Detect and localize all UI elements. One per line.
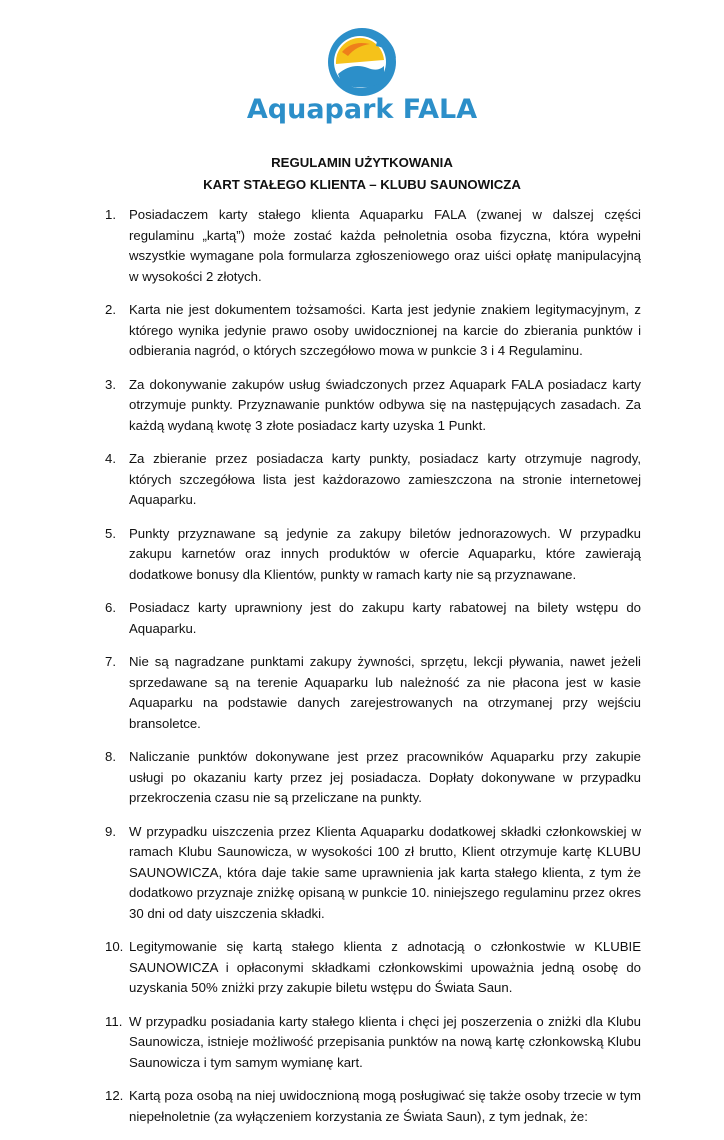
rule-number: 1. <box>105 207 116 222</box>
rules-list <box>105 205 641 1140</box>
title-line-2: KART STAŁEGO KLIENTA – KLUBU SAUNOWICZA <box>203 177 521 192</box>
document-title <box>0 152 724 196</box>
rule-number: 8. <box>105 749 116 764</box>
rule-text: Punkty przyznawane są jedynie za zakupy biletów jednorazowych. W przypadku zakupu karnetów oraz innych produktów w ofercie Aquaparku, które zawierają dodatkowe bonusy dla Klientów, punkty w ramach karty nie są przyznawane. <box>129 525 641 582</box>
rule-item <box>105 598 641 639</box>
rule-text: Za zbieranie przez posiadacza karty punkty, posiadacz karty otrzymuje nagrody, których szczegółowa lista jest każdorazowo zamieszczona na stronie internetowej Aquaparku. <box>129 451 641 507</box>
rule-item <box>105 652 641 734</box>
brand-name: Aquapark FALA <box>246 94 478 125</box>
rule-item <box>105 205 641 287</box>
rule-item <box>105 1086 641 1127</box>
rule-number: 12. <box>105 1088 124 1103</box>
rule-number: 11. <box>105 1013 123 1029</box>
rule-text: Posiadacz karty uprawniony jest do zakupu karty rabatowej na bilety wstępu do Aquaparku. <box>129 600 641 636</box>
rule-item <box>105 1012 641 1074</box>
rule-number: 10. <box>105 939 124 954</box>
sun-wave-logo-icon <box>312 22 412 98</box>
rule-number: 9. <box>105 823 116 839</box>
rule-number: 3. <box>105 376 116 392</box>
rule-text: Nie są nagradzane punktami zakupy żywności, sprzętu, lekcji pływania, nawet jeżeli sprzedawane są na terenie Aquaparku lub należność za nie płacona jest w kasie Aquaparku na podstawie danych zarejestrowanych na otrzymanej przy wejściu bransoletce. <box>129 654 641 731</box>
rule-text: Posiadaczem karty stałego klienta Aquaparku FALA (zwanej w dalszej części regulaminu „kartą”) może zostać każda pełnoletnia osoba fizyczna, która wypełni wszystkie wymagane pola formularza zgłoszeniowego oraz uiści opłatę manipulacyjną w wysokości 2 złotych. <box>129 207 641 284</box>
rule-number: 6. <box>105 600 116 615</box>
rule-number: 4. <box>105 451 116 466</box>
rule-text: Naliczanie punktów dokonywane jest przez pracowników Aquaparku przy zakupie usługi po okazaniu karty przez jej posiadacza. Dopłaty dokonywane w przypadku przekroczenia czasu nie są przeliczane na punkty. <box>129 749 641 805</box>
rule-item <box>105 524 641 586</box>
rule-item <box>105 300 641 362</box>
rule-item <box>105 449 641 511</box>
rule-number: 5. <box>105 525 116 541</box>
rule-item <box>105 375 641 437</box>
rule-text: Za dokonywanie zakupów usług świadczonych przez Aquapark FALA posiadacz karty otrzymuje punkty. Przyznawanie punktów odbywa się na następujących zasadach. Za każdą wydaną kwotę 3 złote posiadacz karty uzyska 1 Punkt. <box>129 376 641 433</box>
rule-text: W przypadku posiadania karty stałego klienta i chęci jej poszerzenia o zniżki dla Klubu Saunowicza, istnieje możliwość przepisania punktów na nową kartę członkowską Klubu Saunowicza i tym samym wymianę kart. <box>129 1013 641 1070</box>
rule-text: W przypadku uiszczenia przez Klienta Aquaparku dodatkowej składki członkowskiej w ramach Klubu Saunowicza, w wysokości 100 zł brutto, Klient otrzymuje kartę KLUBU SAUNOWICZA, która daje takie same uprawnienia jak karta stałego klienta, z tym że dodatkowo przyznaje zniżkę opisaną w punkcie 10. niniejszego regulaminu przez okres 30 dni od daty uiszczenia składki. <box>129 823 641 921</box>
rule-text: Legitymowanie się kartą stałego klienta z adnotacją o członkostwie w KLUBIE SAUNOWICZA i opłaconymi składkami członkowskimi upoważnia jedną osobę do uzyskania 50% zniżki przy zakupie biletu wstępu do Świata Saun. <box>129 939 641 995</box>
rule-number: 7. <box>105 654 116 669</box>
rule-text: Kartą poza osobą na niej uwidocznioną mogą posługiwać się także osoby trzecie w tym niepełnoletnie (za wyłączeniem korzystania ze Świata Saun), z tym jednak, że: <box>129 1088 641 1124</box>
rule-text: Karta nie jest dokumentem tożsamości. Karta jest jedynie znakiem legitymacyjnym, z którego wynika jedynie prawo osoby uwidocznionej na karcie do zbierania punktów i odbierania nagród, o których szczegółowo mowa w punkcie 3 i 4 Regulaminu. <box>129 302 641 358</box>
rule-number: 2. <box>105 302 116 317</box>
rule-item <box>105 747 641 809</box>
title-line-1: REGULAMIN UŻYTKOWANIA <box>271 155 453 170</box>
rule-item <box>105 937 641 999</box>
rule-item <box>105 822 641 925</box>
